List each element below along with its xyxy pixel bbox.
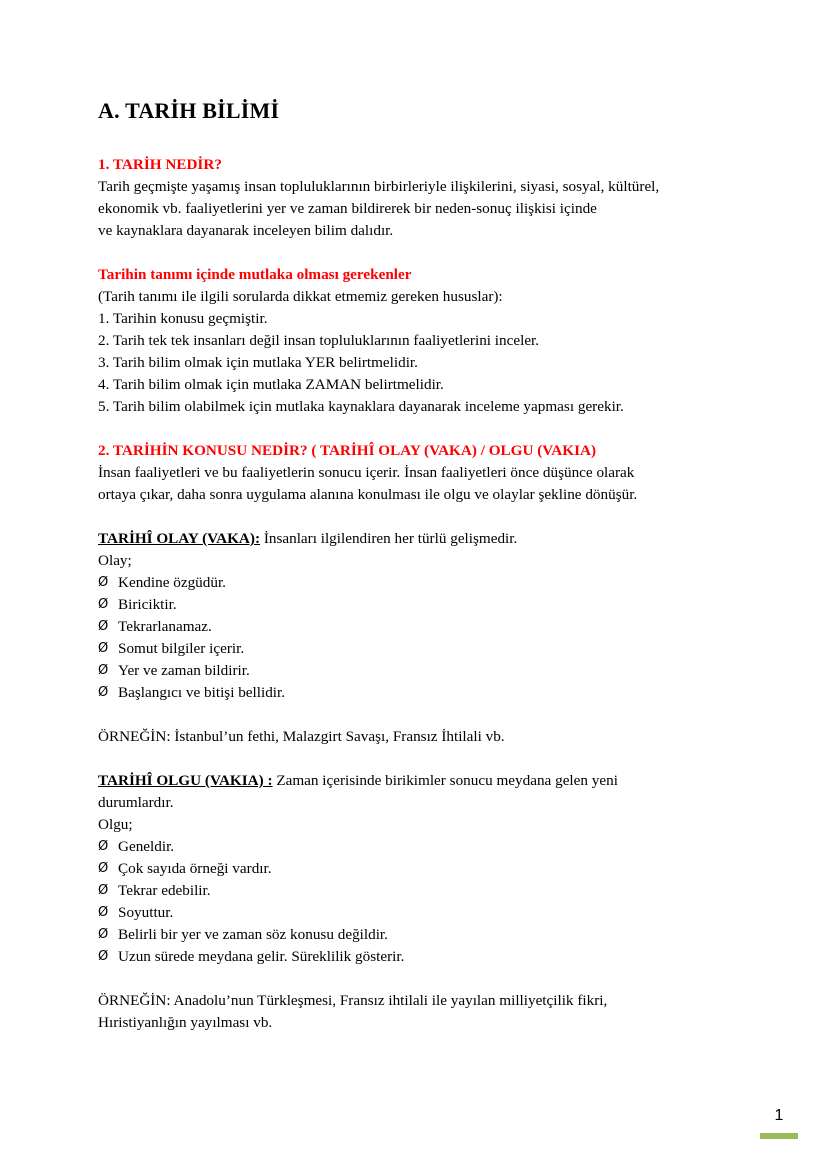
page-number: 1 [774,1107,784,1124]
definition-line [98,528,738,550]
list-item: 5. Tarih bilim olabilmek için mutlaka kaynaklara dayanarak inceleme yapması gerekir. [98,398,624,415]
example-text: Hıristiyanlığın yayılması vb. [98,1014,273,1031]
arrow-bullet-icon: Ø [98,905,109,920]
list-item: 4. Tarih bilim olmak için mutlaka ZAMAN belirtmelidir. [98,376,444,393]
section-tarihin-konusu [98,440,738,506]
definition-text: Zaman içerisinde birikimler sonucu meydana gelen yeni [272,772,618,789]
page-title: A. TARİH BİLİMİ [98,98,280,123]
list-label: Olay; [98,552,132,569]
list-item: Ø Tekrar edebilir. [98,880,738,902]
list-item: Ø Belirli bir yer ve zaman söz konusu değildir. [98,924,738,946]
arrow-bullet-icon: Ø [98,663,109,678]
arrow-bullet-icon: Ø [98,641,109,656]
paragraph-line: Tarih geçmişte yaşamış insan topluluklarının birbirleriyle ilişkilerini, siyasi, sosyal, kültürel, [98,178,660,195]
paragraph-line: ortaya çıkar, daha sonra uygulama alanına konulması ile olgu ve olaylar şekline dönüşür. [98,486,638,503]
list-item: 2. Tarih tek tek insanları değil insan topluluklarının faaliyetlerini inceler. [98,332,540,349]
definition-line [98,770,738,792]
arrow-bullet-icon: Ø [98,597,109,612]
arrow-bullet-icon: Ø [98,927,109,942]
paragraph-line: ve kaynaklara dayanarak inceleyen bilim dalıdır. [98,222,394,239]
list-item: Ø Biriciktir. [98,594,738,616]
section-tarihi-olgu [98,770,738,1034]
section-tarihi-olay [98,528,738,748]
section-heading: 2. TARİHİN KONUSU NEDİR? ( TARİHÎ OLAY (VAKA) / OLGU (VAKIA) [98,442,597,459]
example-text: ÖRNEĞİN: Anadolu’nun Türkleşmesi, Fransız ihtilali ile yayılan milliyetçilik fikri, [98,992,608,1009]
example-text: ÖRNEĞİN: İstanbul’un fethi, Malazgirt Savaşı, Fransız İhtilali vb. [98,728,505,745]
list-item: Ø Somut bilgiler içerir. [98,638,738,660]
arrow-bullet-icon: Ø [98,619,109,634]
list-item: Ø Yer ve zaman bildirir. [98,660,738,682]
arrow-bullet-icon: Ø [98,685,109,700]
document-page [98,98,738,1034]
list-item: 1. Tarihin konusu geçmiştir. [98,310,268,327]
section-heading: 1. TARİH NEDİR? [98,156,222,173]
section-tarih-nedir [98,154,738,242]
list-item: Ø Tekrarlanamaz. [98,616,738,638]
list-item: Ø Geneldir. [98,836,738,858]
definition-text: İnsanları ilgilendiren her türlü gelişmedir. [260,530,518,547]
arrow-bullet-icon: Ø [98,883,109,898]
arrow-bullet-icon: Ø [98,575,109,590]
list-item: Ø Soyuttur. [98,902,738,924]
list-item: Ø Çok sayıda örneği vardır. [98,858,738,880]
arrow-bullet-icon: Ø [98,861,109,876]
intro-text: (Tarih tanımı ile ilgili sorularda dikkat etmemiz gereken hususlar): [98,288,503,305]
arrow-bullet-icon: Ø [98,949,109,964]
page-number-accent-bar [760,1133,798,1139]
list-item: Ø Başlangıcı ve bitişi bellidir. [98,682,738,704]
list-label: Olgu; [98,816,133,833]
list-item: 3. Tarih bilim olmak için mutlaka YER belirtmelidir. [98,354,418,371]
paragraph-line: ekonomik vb. faaliyetlerini yer ve zaman bildirerek bir neden-sonuç ilişkisi içinde [98,200,597,217]
definition-continuation: durumlardır. [98,794,174,811]
term-label: TARİHÎ OLGU (VAKIA) : [98,772,273,789]
arrow-bullet-icon: Ø [98,839,109,854]
paragraph-line: İnsan faaliyetleri ve bu faaliyetlerin sonucu içerir. İnsan faaliyetleri önce düşünce olarak [98,464,635,481]
section-tanim-gereklilikler [98,264,738,418]
term-label: TARİHÎ OLAY (VAKA): [98,530,261,547]
section-heading: Tarihin tanımı içinde mutlaka olması gerekenler [98,266,412,283]
list-item: Ø Uzun sürede meydana gelir. Süreklilik gösterir. [98,946,738,968]
list-item: Ø Kendine özgüdür. [98,572,738,594]
